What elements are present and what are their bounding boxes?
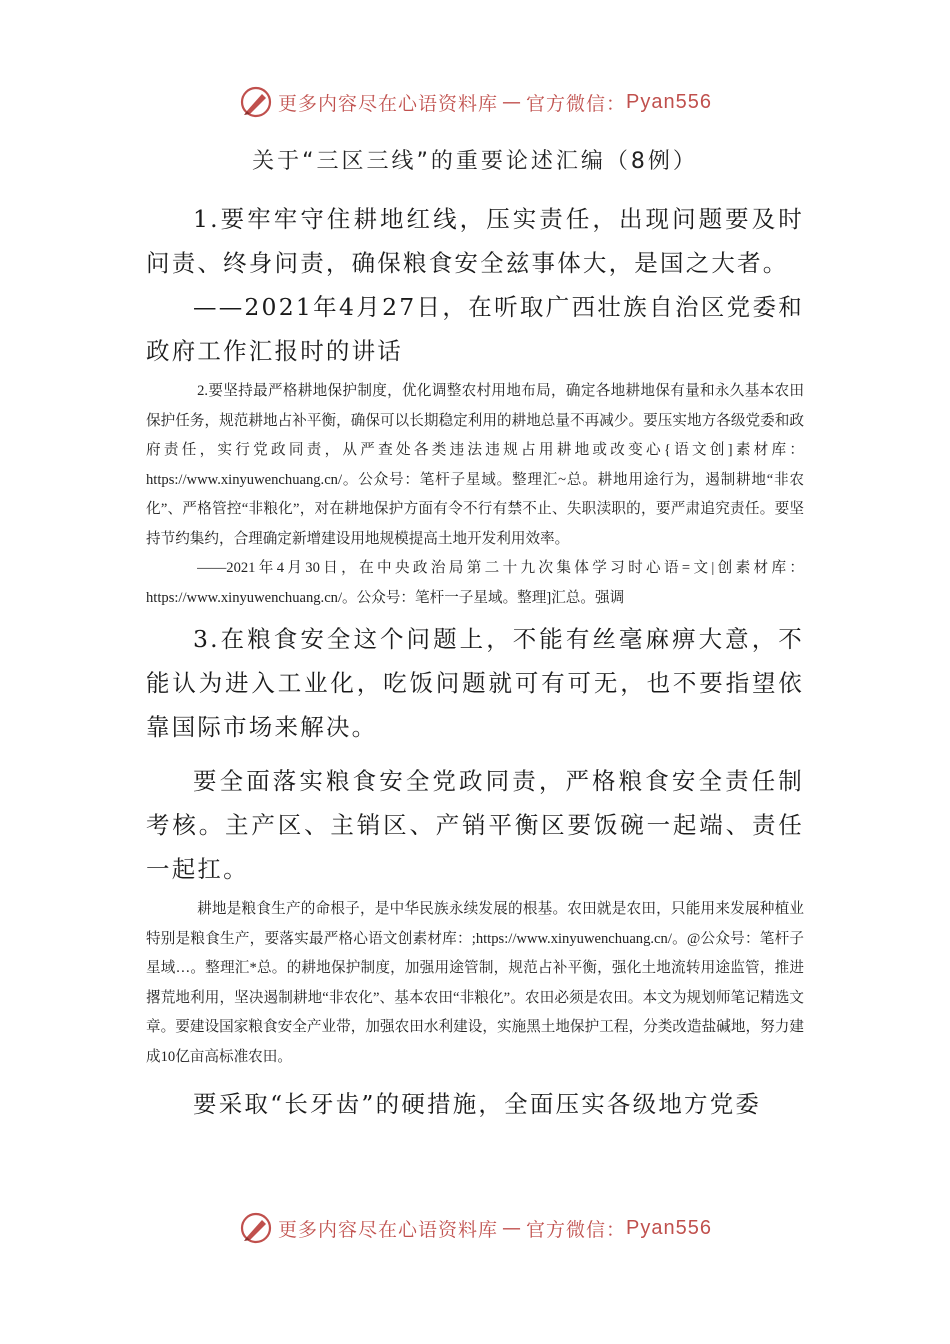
banner-wechat-label: 官方微信： (526, 92, 627, 115)
banner-separator: — (502, 1217, 523, 1239)
paragraph-2-source: ——2021年4月30日，在中央政治局第二十九次集体学习时心语=文|创素材库：https://www.xinyuwenchuang.cn/。公众号：笔杆一子星域。整理]汇总。强调 (146, 560, 804, 606)
paragraph-4: 要全面落实粮食安全党政同责，严格粮食安全责任制考核。主产区、主销区、产销平衡区要饭碗一起端、责任一起扛。 (146, 767, 804, 883)
banner-wechat-id: Pyan556 (626, 1216, 712, 1239)
footer-watermark-banner (0, 1208, 950, 1248)
banner-text: 更多内容尽在心语资料库 (278, 92, 499, 115)
paragraph-1-source: ——2021年4月27日，在听取广西壮族自治区党委和政府工作汇报时的讲话 (146, 293, 804, 365)
banner-wechat-label: 官方微信： (526, 1218, 627, 1241)
pen-logo-icon (238, 84, 274, 120)
banner-separator: — (502, 91, 523, 113)
pen-logo-icon (238, 1210, 274, 1246)
header-watermark-banner (0, 82, 950, 122)
paragraph-3: 3.在粮食安全这个问题上，不能有丝毫麻痹大意，不能认为进入工业化，吃饭问题就可有可无，也不要指望依靠国际市场来解决。 (146, 625, 804, 741)
paragraph-5: 耕地是粮食生产的命根子，是中华民族永续发展的根基。农田就是农田，只能用来发展种植业特别是粮食生产，要落实最严格心语文创素材库：;https://www.xinyuwenchuang.cn/。@公众号：笔杆子星域…。整理汇*总。的耕地保护制度，加强用途管制，规范占补平衡，强化土地流转用途监管，推进撂荒地利用，坚决遏制耕地“非农化”、基本农田“非粮化”。农田必须是农田。本文为规划师笔记精选文章。要建设国家粮食安全产业带，加强农田水利建设，实施黑土地保护工程，分类改造盐碱地，努力建成10亿亩高标准农田。 (146, 901, 804, 1065)
paragraph-2: 2.要坚持最严格耕地保护制度，优化调整农村用地布局，确定各地耕地保有量和永久基本农田保护任务，规范耕地占补平衡，确保可以长期稳定利用的耕地总量不再减少。要压实地方各级党委和政府责任，实行党政同责，从严查处各类违法违规占用耕地或改变心{语文创]素材库：https://www.xinyuwenchuang.cn/。公众号：笔杆子星域。整理汇~总。耕地用途行为，遏制耕地“非农化”、严格管控“非粮化”，对在耕地保护方面有令不行有禁不止、失职渎职的，要严肃追究责任。要坚持节约集约，合理确定新增建设用地规模提高土地开发利用效率。 (146, 383, 804, 547)
banner-wechat-id: Pyan556 (626, 90, 712, 113)
document-body (146, 138, 804, 1126)
paragraph-1: 1.要牢牢守住耕地红线，压实责任，出现问题要及时问责、终身问责，确保粮食安全兹事体大，是国之大者。 (146, 205, 804, 277)
paragraph-6: 要采取“长牙齿”的硬措施，全面压实各级地方党委 (193, 1090, 762, 1118)
document-title: 关于“三区三线”的重要论述汇编（8例） (252, 149, 698, 174)
banner-text: 更多内容尽在心语资料库 (278, 1218, 499, 1241)
